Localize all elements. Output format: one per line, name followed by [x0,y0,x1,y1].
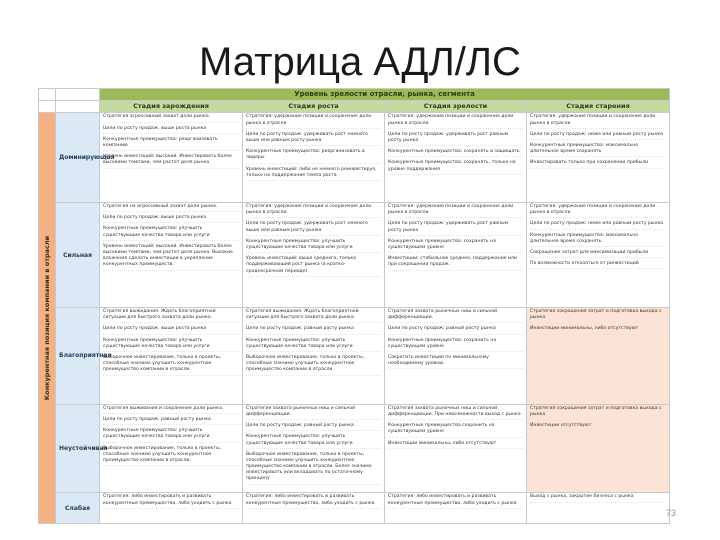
matrix-cell [243,203,385,308]
cell-text: Конкурентные преимущества: сохранить на существующем уровне [388,338,523,352]
cell-text: Цели по росту продаж: удерживать рост равным росту рынка [388,221,523,235]
matrix-cell [527,113,670,203]
position-label: Благоприятная [56,308,100,405]
matrix-cell [385,493,527,524]
adl-matrix-table [38,88,670,524]
matrix-cell [385,203,527,308]
maturity-header: Уровень зрелости отрасли, рынка, сегмента [100,89,670,101]
slide-title: Матрица АДЛ/ЛС [199,40,521,84]
cell-text: Стратегия захвата рыночных ниш и сильной дифференциации. [388,309,523,323]
cell-text: Уровень инвестиций: выше среднего, только поддерживающий рост рынка (в кратко-среднесрочном периоде) [246,256,381,277]
cell-text: Стратегия: либо инвестировать и развивать конкурентные преимущества, либо уходить с рынка [388,494,523,508]
matrix-cell [385,404,527,493]
cell-text: Цели по росту продаж: выше роста рынка [103,215,239,223]
matrix-row [39,308,670,405]
cell-text: Конкурентные преимущества: улучшить существующие качества товара или услуги [103,226,239,240]
cell-text: Инвестиции минимальны, либо отсутствуют [388,441,523,449]
stage-header: Стадия старения [527,101,670,113]
matrix-cell [100,113,243,203]
cell-text: Стратегия агрессивный захват доли рынка. [103,114,239,122]
position-label: Сильная [56,203,100,308]
cell-text: Стратегия сокращения затрат и подготовка выхода с рынка [530,309,666,323]
cell-text: Цели по росту продаж: удерживать рост немного выше или равным росту рынка [246,132,381,146]
cell-text: Стратегия: удержание позиции и сохранение доли рынка в отрасли [388,204,523,218]
matrix-cell [100,203,243,308]
cell-text: Цели по росту продаж: выше роста рынка [103,126,239,134]
cell-text: Цели по росту продаж: равный росту рынка [103,417,239,425]
competitive-position-axis [39,113,56,524]
cell-text: Цели по росту продаж: ниже или равным росту рынка [530,221,666,229]
cell-text: Выборочное инвестирование, только в проекты, способные значимо улучшить конкурентное преимущество компании в отрасли. [103,446,239,467]
cell-text: Инвестиции: стабильное среднее, поддержание или при сокращении продаж. [388,256,523,270]
matrix-cell [100,493,243,524]
stage-header: Стадия роста [243,101,385,113]
matrix-cell [100,404,243,493]
cell-text: Цели по росту продаж: удерживать рост немного выше или равным росту рынка [246,221,381,235]
matrix-cell [243,113,385,203]
matrix-cell [527,203,670,308]
cell-text: Инвестировать только при сохранении прибыли [530,160,666,168]
matrix-cell [527,493,670,524]
cell-text: Стратегия: удержание позиции и сохранение доли рынка в отрасли [246,114,381,128]
cell-text: Выборочное инвестирование, только в проекты, способные значимо улучшить конкурентное преимущество компании в отрасли. [246,355,381,376]
stage-header: Стадия зарождения [100,101,243,113]
cell-text: Цели по росту продаж: ниже или равным росту рынка [530,132,666,140]
cell-text: Сократить инвестиции по минимальному необходимому уровню. [388,355,523,369]
cell-text: Выборочное инвестирование, только в проекты, способные значимо улучшить конкурентное преимущество компании в отрасли. [103,355,239,376]
corner-cell [39,89,56,101]
cell-text: Конкурентные преимущества сохранить на существующем уровне [388,423,523,437]
cell-text: Конкурентные преимущества: улучшить существующие качества товара или услуги [103,428,239,442]
matrix-cell [385,113,527,203]
cell-text: Конкурентные преимущества: сохранять на существующем уровне [388,239,523,253]
side-label: Конкурентная позиция компании в отрасли [43,236,51,401]
cell-text: Конкурентные преимущества: реорганизовать компанию [103,137,239,151]
cell-text: Цели по росту продаж: удерживать рост равным росту рынка [388,132,523,146]
cell-text: Стратегия: удержание позиции и сохранение доли рынка в отрасли [388,114,523,128]
cell-text: Стратегия выживания и сохранение доли рынка. [103,406,239,414]
matrix-row [39,113,670,203]
cell-text: Цели по росту продаж: равный росту рынка [246,326,381,334]
cell-text: Инвестиции минимальны, либо отсутствуют [530,326,666,334]
cell-text: Стратегия на агрессивный захват доли рынка. [103,204,239,212]
cell-text: Конкурентные преимущества: улучшить существующие качества товара или услуги [246,338,381,352]
cell-text: Конкурентные преимущества: улучшить существующие качества товара или услуги [246,239,381,253]
cell-text: Стратегия: удержание позиции и сохранение доли рынка в отрасли [530,204,666,218]
cell-text: Стратегия сокращения затрат и подготовка выхода с рынка [530,406,666,420]
cell-text: Стратегия захвата рыночных ниш и сильной дифференциации. [246,406,381,420]
cell-text: Конкурентные преимущества: улучшить существующие качества товара или услуги [103,338,239,352]
matrix-row [39,493,670,524]
matrix-cell [385,308,527,405]
page-number: 73 [666,508,677,518]
cell-text: Конкурентные преимущества: улучшить существующие качества товара или услуги [246,434,381,448]
position-label: Слабая [56,493,100,524]
corner-cell [56,101,100,113]
stage-header: Стадия зрелости [385,101,527,113]
cell-text: Стратегия: либо инвестировать и развивать конкурентные преимущества, либо уходить с рынка [246,494,381,508]
cell-text: Стратегия захвата рыночных ниш и сильной дифференциации. При невозможности выход с рынка [388,406,523,420]
matrix-cell [527,308,670,405]
matrix-row [39,404,670,493]
cell-text: Конкурентные преимущества: сохранять, только на уровне поддержания [388,160,523,174]
cell-text: Цели по росту продаж: равный росту рынка [388,326,523,334]
matrix-cell [243,493,385,524]
matrix-cell [100,308,243,405]
cell-text: Конкурентные преимущества: сохранять и защищать [388,149,523,157]
cell-text: Цели по росту продаж: равный росту рынка [246,423,381,431]
cell-text: По возможности отказаться от ринвестиций [530,261,666,269]
cell-text: Конкурентные преимущества: максимально длительное время сохранять [530,233,666,247]
cell-text: Стратегия выжидания. Ждать благоприятной ситуации для быстрого захвата доли рынка. [103,309,239,323]
matrix-row [39,203,670,308]
cell-text: Уровень инвестиций: высокий. Инвестировать более высокими темпами, чем растет доля рынка [103,154,239,168]
cell-text: Выборочное инвестирование, только в проекты, способные значимо улучшить конкурентное преимущество компании в отрасли. Более значимо инвестировать или вкладывать по остаточному принципу [246,452,381,485]
corner-cell [56,89,100,101]
position-label: Доминирующая [56,113,100,203]
cell-text: Сокращение затрат для максимизации прибыли [530,250,666,258]
position-label: Неустойчивая [56,404,100,493]
cell-text: Стратегия: либо инвестировать и развивать конкурентные преимущества, либо уходить с рынка [103,494,239,508]
cell-text: Конкурентные преимущества: реорганизовать в лидеры [246,149,381,163]
corner-cell [39,101,56,113]
matrix-cell [243,308,385,405]
matrix-cell [527,404,670,493]
cell-text: Стратегия: удержание позиции и сохранение доли рынка в отрасли [530,114,666,128]
cell-text: Инвестиции отсутствуют [530,423,666,431]
cell-text: Стратегия выжидания. Ждать благоприятной ситуации для быстрого захвата доли рынка. [246,309,381,323]
cell-text: Уровень инвестиций: либо не немного реинвестируя, только на поддержание темпа роста [246,167,381,181]
cell-text: Стратегия: удержание позиции и сохранение доли рынка в отрасли [246,204,381,218]
cell-text: Конкурентные преимущества: максимально длительное время сохранять [530,143,666,157]
matrix-cell [243,404,385,493]
cell-text: Уровень инвестиций: высокий. Инвестировать более высокими темпами, чем растет доля рынка. Высокие вложения сделать инвестиции в укрепление конкурентных преимуществ. [103,244,239,271]
cell-text: Цели по росту продаж: выше роста рынка [103,326,239,334]
cell-text: Выход с рынка, закрытие бизнеса с рынка [530,494,666,502]
